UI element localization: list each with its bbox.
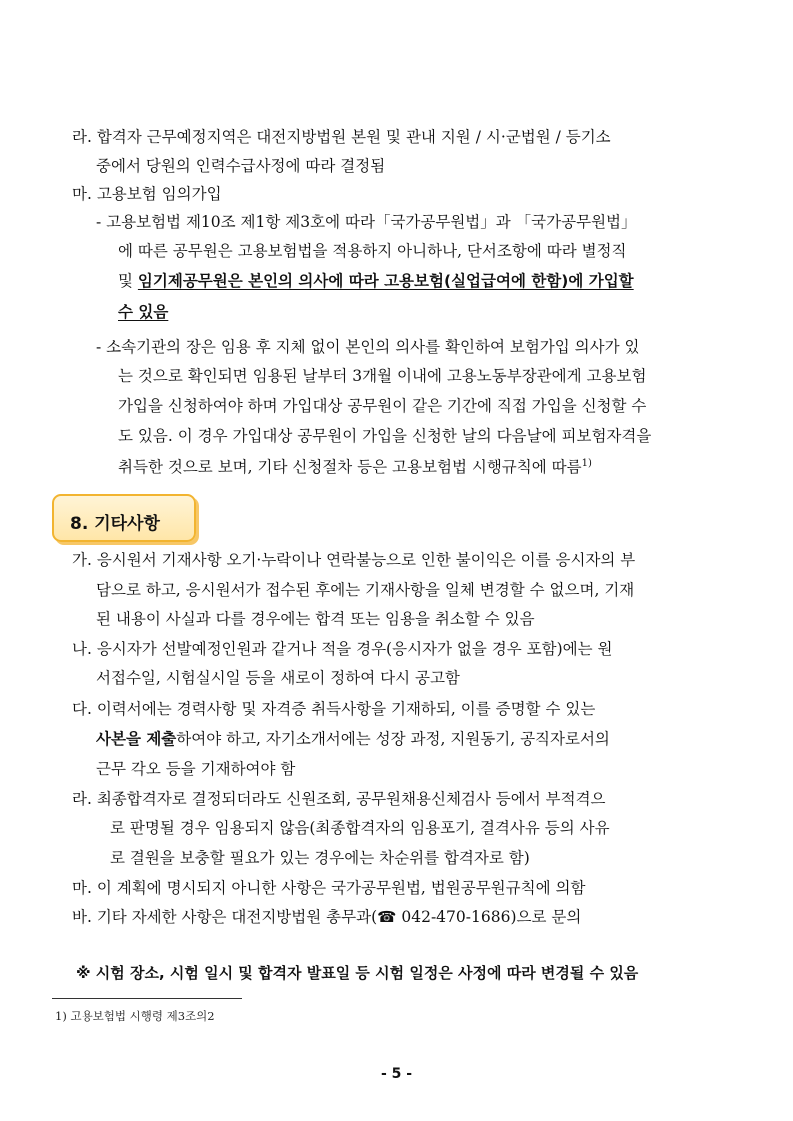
item-na-line2: 서접수일, 시험실시일 등을 새로이 정하여 다시 공고함: [96, 669, 460, 687]
ma-bullet2-line5: [118, 457, 592, 476]
item-ba-phone: 042-470-1686: [396, 908, 511, 926]
item-ga-line1: 가. 응시원서 기재사항 오기·누락이나 연락불능으로 인한 불이익은 이를 응시자의 부: [72, 551, 636, 569]
section-8-title: 8. 기타사항: [70, 514, 160, 534]
ma-bullet1-line2: 에 따른 공무원은 고용보험법을 적용하지 아니하나, 단서조항에 따라 별정직: [118, 242, 627, 260]
ma-bullet1-line3-prefix: 및: [118, 272, 138, 290]
item-ga-line2: 담으로 하고, 응시원서가 접수된 후에는 기재사항을 일체 변경할 수 없으며, 기재: [96, 581, 635, 599]
item-ba-line1: [72, 910, 581, 926]
item-ra-top-line2: 중에서 당원의 인력수급사정에 따라 결정됨: [96, 157, 386, 175]
item-ra-line3: 로 결원을 보충할 필요가 있는 경우에는 차순위를 합격자로 함): [110, 849, 530, 867]
item-da-line2-rest: 하여야 하고, 자기소개서에는 성장 과정, 지원동기, 공직자로서의: [176, 730, 610, 748]
item-da-line2: [96, 732, 610, 748]
ma-bullet2-line5-text: 취득한 것으로 보며, 기타 신청절차 등은 고용보험법 시행규칙에 따름: [118, 458, 582, 476]
ma-bullet1-line4: 수 있음: [118, 303, 169, 321]
item-ra-line1: 라. 최종합격자로 결정되더라도 신원조회, 공무원채용신체검사 등에서 부적격으: [72, 790, 606, 808]
item-na-line1: 나. 응시자가 선발예정인원과 같거나 적을 경우(응시자가 없을 경우 포함)에는 원: [72, 640, 613, 658]
item-ba-prefix: 바. 기타 자세한 사항은 대전지방법원 총무과(: [72, 908, 378, 926]
item-ma-top-heading: 마. 고용보험 임의가입: [72, 185, 222, 203]
section-8-badge: [52, 494, 196, 542]
ma-bullet1-line1: - 고용보험법 제10조 제1항 제3호에 따라「국가공무원법」과 「국가공무원법」: [96, 213, 637, 231]
ma-bullet1-line3-bold: 임기제공무원은 본인의 의사에 따라 고용보험(실업급여에 한함)에 가입할: [137, 272, 634, 290]
item-da-line1: 다. 이력서에는 경력사항 및 자격증 취득사항을 기재하되, 이를 증명할 수 있는: [72, 700, 596, 718]
item-da-line3: 근무 각오 등을 기재하여야 함: [96, 760, 296, 778]
footnote-divider: [52, 998, 242, 999]
item-ga-line3: 된 내용이 사실과 다를 경우에는 합격 또는 임용을 취소할 수 있음: [96, 610, 535, 628]
page-number: - 5 -: [380, 1066, 413, 1082]
item-da-line2-bold: 사본을 제출: [96, 730, 177, 748]
ma-bullet2-line3: 가입을 신청하여야 하며 가입대상 공무원이 같은 기간에 직접 가입을 신청할 수: [118, 397, 647, 415]
item-ma-line1: 마. 이 계획에 명시되지 아니한 사항은 국가공무원법, 법원공무원규칙에 의함: [72, 879, 586, 897]
ma-bullet2-line2: 는 것으로 확인되면 임용된 날부터 3개월 이내에 고용노동부장관에게 고용보험: [118, 367, 647, 385]
ma-bullet2-line1: - 소속기관의 장은 임용 후 지체 없이 본인의 의사를 확인하여 보험가입 의사가 있: [96, 338, 640, 356]
item-ba-suffix: )으로 문의: [510, 908, 582, 926]
ma-bullet2-line4: 도 있음. 이 경우 가입대상 공무원이 가입을 신청한 날의 다음날에 피보험자격을: [118, 427, 652, 445]
item-ra-top-line1: 라. 합격자 근무예정지역은 대전지방법원 본원 및 관내 지원 / 시·군법원 / 등기소: [72, 128, 611, 146]
schedule-notice: ※ 시험 장소, 시험 일시 및 합격자 발표일 등 시험 일정은 사정에 따라 변경될 수 있음: [76, 964, 639, 982]
item-ra-line2: 로 판명될 경우 임용되지 않음(최종합격자의 임용포기, 결격사유 등의 사유: [110, 819, 610, 837]
footnote-text: 1) 고용보험법 시행령 제3조의2: [55, 1009, 215, 1023]
ma-bullet1-line3: [118, 274, 634, 290]
phone-icon: ☎: [377, 908, 397, 926]
footnote-ref[interactable]: 1): [581, 457, 592, 469]
